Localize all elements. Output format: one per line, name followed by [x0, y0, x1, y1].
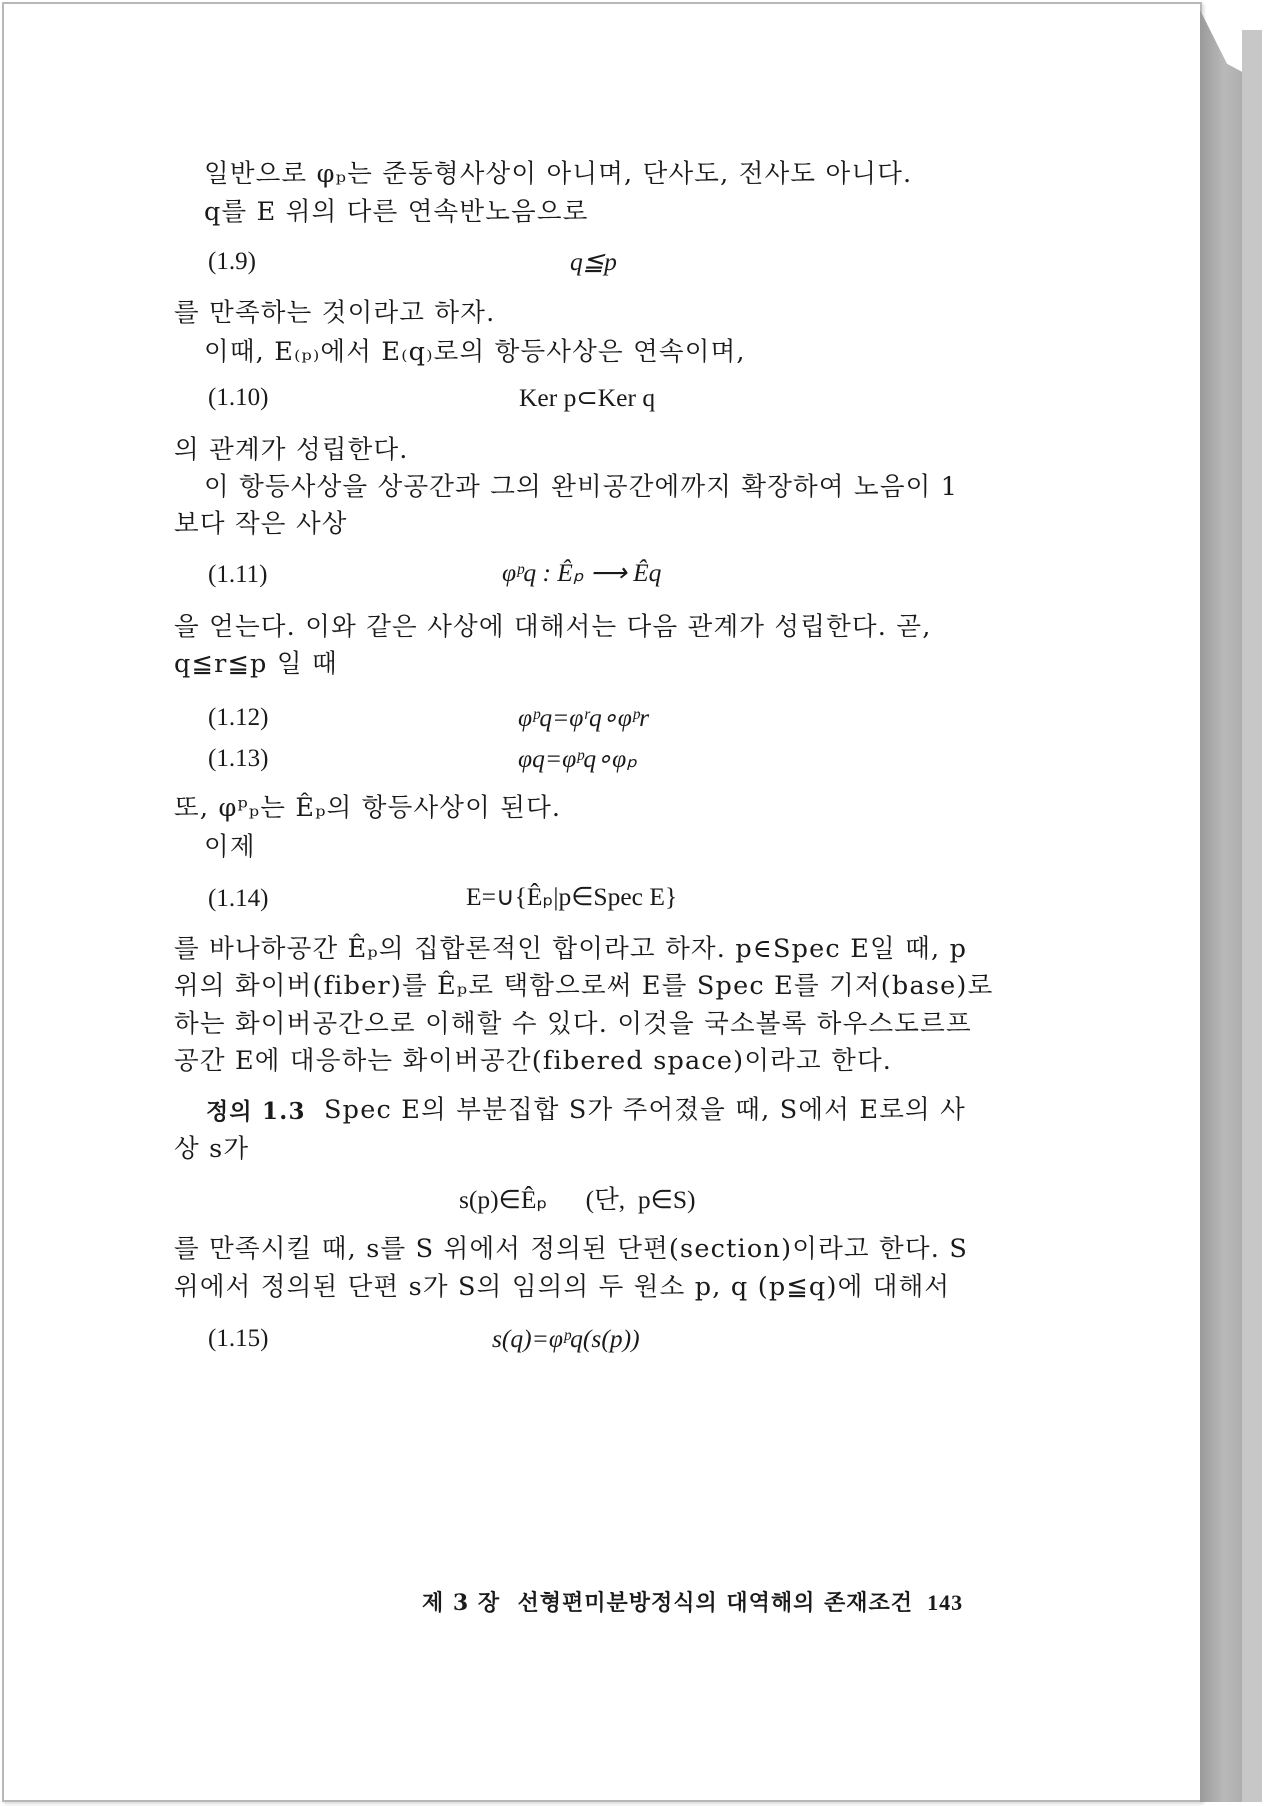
equation-formula: s(p)∈Êₚ (단, p∈S): [459, 1185, 696, 1214]
equation-formula: E=∪{Êₚ|p∈Spec E}: [466, 882, 678, 911]
page-number: 143: [927, 1590, 964, 1615]
text-line-17: 상 s가: [174, 1134, 250, 1164]
equation-number: (1.15): [208, 1325, 269, 1352]
text-line-19: 위에서 정의된 단편 s가 S의 임의의 두 원소 p, q (p≦q)에 대해서: [174, 1272, 951, 1302]
text-line-7: 보다 작은 사상: [174, 509, 348, 539]
definition-label: 정의 1.3: [206, 1098, 306, 1125]
text-line-13: 위의 화이버(fiber)를 Êₚ로 택함으로써 E를 Spec E를 기저(base)로: [174, 971, 994, 1001]
equation-number: (1.9): [208, 248, 256, 275]
text-line-15: 공간 E에 대응하는 화이버공간(fibered space)이라고 한다.: [174, 1046, 893, 1076]
text-line-9: q≦r≦p 일 때: [174, 649, 338, 679]
text-line-2: q를 E 위의 다른 연속반노음으로: [204, 197, 589, 227]
equation-number: (1.12): [208, 704, 269, 731]
chapter-title: 제 3 장 선형편미분방정식의 대역해의 존재조건: [422, 1590, 914, 1616]
page-stack-edge-inner: [1242, 30, 1262, 1802]
text-line-12: 를 바나하공간 Êₚ의 집합론적인 합이라고 하자. p∈Spec E일 때, p: [174, 934, 968, 964]
text-line-6: 이 항등사상을 상공간과 그의 완비공간에까지 확장하여 노음이 1: [204, 472, 959, 502]
equation-number: (1.11): [208, 561, 268, 588]
text-line-8: 을 얻는다. 이와 같은 사상에 대해서는 다음 관계가 성립한다. 곧,: [174, 612, 932, 642]
text-line-5: 의 관계가 성립한다.: [174, 435, 409, 465]
equation-formula: φᵖq=φʳq∘φᵖr: [518, 703, 649, 732]
document-page: [2, 2, 1202, 1802]
text-line-16: Spec E의 부분집합 S가 주어졌을 때, S에서 E로의 사: [324, 1095, 967, 1125]
equation-number: (1.13): [208, 745, 269, 772]
equation-formula: φᵖq : Êₚ ⟶ Êq: [502, 558, 662, 587]
text-line-10: 또, φᵖₚ는 Êₚ의 항등사상이 된다.: [174, 793, 562, 823]
equation-formula: φq=φᵖq∘φₚ: [518, 744, 638, 773]
equation-number: (1.14): [208, 885, 269, 912]
equation-formula: s(q)=φᵖq(s(p)): [492, 1324, 640, 1353]
text-line-3: 를 만족하는 것이라고 하자.: [174, 298, 496, 328]
page-footer: [422, 1586, 963, 1617]
text-line-4: 이때, E₍ₚ₎에서 E₍q₎로의 항등사상은 연속이며,: [204, 337, 746, 367]
equation-formula: Ker p⊂Ker q: [519, 383, 656, 412]
text-line-14: 하는 화이버공간으로 이해할 수 있다. 이것을 국소볼록 하우스도르프: [174, 1009, 972, 1039]
text-line-1: 일반으로 φₚ는 준동형사상이 아니며, 단사도, 전사도 아니다.: [204, 159, 913, 189]
text-line-18: 를 만족시킬 때, s를 S 위에서 정의된 단편(section)이라고 한다. S: [174, 1234, 968, 1264]
equation-formula: q≦p: [570, 247, 617, 276]
equation-number: (1.10): [208, 384, 269, 411]
text-line-11: 이제: [204, 832, 256, 862]
